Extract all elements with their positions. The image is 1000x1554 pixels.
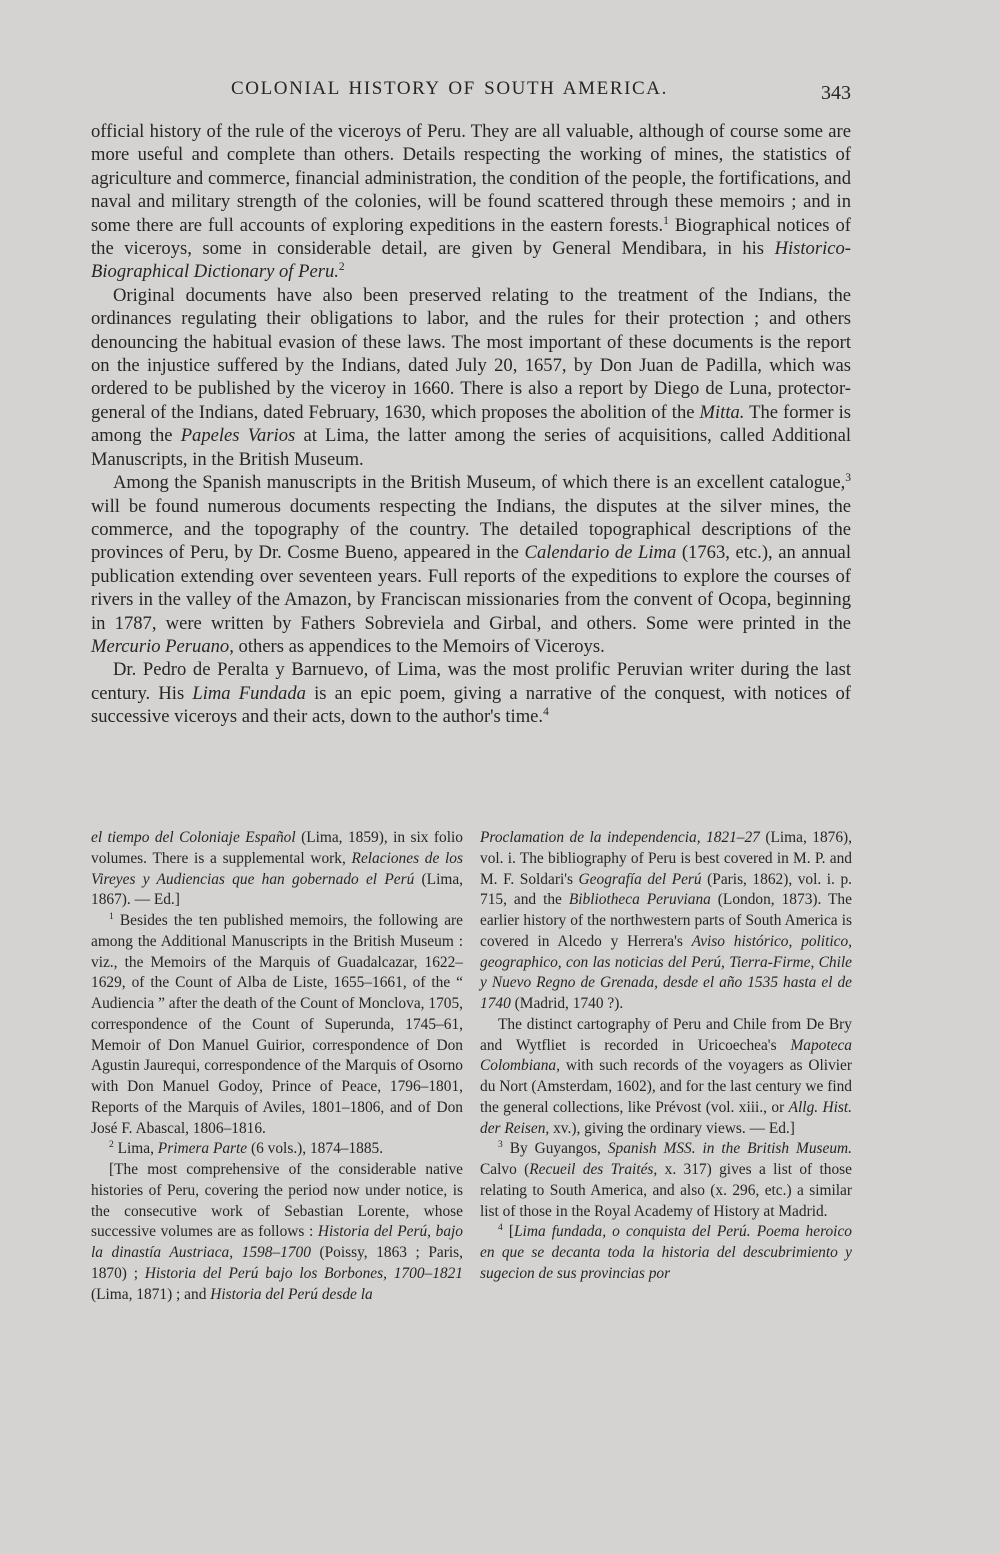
main-text [91,120,851,729]
footnote-column-left [91,828,463,1305]
italic-text: Spanish MSS. in the British Museum. [607,1140,852,1158]
text-run: x. 317) gives a list of those relating to South America, and also (x. 296, etc.) a similar list of those in the Royal Academy of History at Madrid. [480,1161,852,1220]
italic-text: Recueil des Traités, [529,1161,658,1178]
text-run: (Lima, 1876), vol. i. The bibliography of Peru is best covered in M. P. and M. F. Soldari's [480,829,853,888]
italic-text: Allg. Hist. der Reisen, [480,1098,852,1137]
italic-text: Calendario de Lima [524,542,677,564]
footnote-paragraph [480,1015,852,1140]
text-run: (Paris, 1862), vol. i. p. 715, and the [480,870,852,909]
italic-text: Lima Fundada [192,682,306,704]
italic-text: Mercurio Peruano, [91,635,234,657]
page-number: 343 [821,82,851,104]
footnote-marker: 2 [109,1139,114,1151]
running-head [91,72,851,108]
italic-text: Historia del Perú bajo los Borbones, 1700–1821 [144,1264,463,1282]
italic-text: Mapoteca Colombiana, [480,1036,852,1075]
footnote-marker: 1 [663,214,669,227]
italic-text: Bibliotheca Peruviana [568,891,711,909]
text-run: xv.), giving the ordinary views. — Ed.] [549,1119,795,1137]
footnote-marker: 3 [845,471,851,484]
text-run: (Poissy, 1863 ; Paris, 1870) ; [91,1244,463,1282]
footnote-paragraph [91,1160,463,1305]
paragraph [91,120,851,284]
text-run: Among the Spanish manuscripts in the British Museum, of which there is an excellent catalogue, [113,472,846,494]
text-run: Lima, [113,1140,158,1158]
text-run: (Lima, 1871) ; and [91,1285,211,1303]
text-run: (Madrid, 1740 ?). [510,995,624,1012]
italic-text: Proclamation de la independencia, 1821–27 [480,829,760,846]
text-run: Besides the ten published memoirs, the following are among the Additional Manuscripts in the British Museum : viz., the Memoirs of the Marquis of Guadalcazar, 1622–1629, of the Count of Alba de Liste, 1655–1661, of the “ Audiencia ” after the death of the Count of Monclova, 1705, correspondence of the Count of Superunda, 1745–61, Memoir of Don Manuel Guirior, correspondence of Don Agustin Jaurequi, correspondence of the Marquis of Osorno with Don Manuel Godoy, Prince of Peace, 1796–1801, Reports of the Marquis of Aviles, 1801–1806, and of Don José F. Abascal, 1806–1816. [91,912,463,1137]
footnote-1 [91,911,463,1139]
text-run: Dr. Pedro de Peralta y Barnuevo, of Lima, was the most prolific Peruvian writer during the last century. His [91,659,851,704]
footnote-continuation [91,828,463,911]
italic-text: Primera Parte [157,1140,248,1158]
footnote-marker: 2 [338,261,345,274]
text-run: The former is among the [91,401,851,447]
text-run: (6 vols.), 1874–1885. [247,1140,384,1158]
paragraph [91,284,851,471]
footnote-marker: 4 [543,705,549,718]
text-run: official history of the rule of the viceroys of Peru. They are all valuable, although of course some are more useful and complete than others. Details respecting the working of mines, the statistics of agriculture and commerce, financial administration, the condition of the people, the fortifications, and naval and military strength of the colonies, will be found scattered through these memoirs ; and in some there are full accounts of exploring expeditions in the eastern forests. [91,121,851,236]
italic-text: Geografía del Perú [578,870,702,888]
footnote-column-right [480,828,852,1285]
italic-text: Mitta. [699,401,745,423]
text-run: (Lima, 1867). — Ed.] [91,870,464,909]
footnote-2 [91,1139,463,1160]
running-title: COLONIAL HISTORY OF SOUTH AMERICA. [231,78,668,99]
italic-text: Aviso histórico, politico, geographico, con las noticias del Perú, Tierra-Firme, Chile y Nuevo Regno de Grenada, desde el año 1535 hasta el de 1740 [480,932,852,1012]
text-run: Original documents have also been preserved relating to the treatment of the Indians, the ordinances regulating their obligations to labor, and the rules for their protection ; and others denouncing the habitual evasion of these laws. The most important of these documents is the report on the injustice suffered by the Indians, dated July 20, 1657, by Don Juan de Padilla, which was ordered to be published by the viceroy in 1660. There is also a report by Diego de Luna, protector-general of the Indians, dated February, 1630, which proposes the abolition of the [91,284,851,423]
paragraph [91,658,851,728]
text-run: with such records of the voyagers as Olivier du Nort (Amsterdam, 1602), and for the last century we find the general collections, like Prévost (vol. xiii., or [480,1057,852,1116]
text-run: is an epic poem, giving a narrative of the conquest, with notices of successive viceroys and their acts, down to the author's time. [91,682,851,728]
italic-text: Papeles Varios [180,425,296,447]
paragraph [91,471,851,658]
text-run: others as appendices to the Memoirs of Viceroys. [233,635,605,657]
footnote-continuation [480,828,852,1015]
italic-text: Historico-Biographical Dictionary of Peru. [91,238,851,283]
text-run: at Lima, the latter among the series of acquisitions, called Additional Manuscripts, in the British Museum. [91,425,851,470]
text-run: The distinct cartography of Peru and Chile from De Bry and Wytfliet is recorded in Uricoechea's [480,1015,852,1054]
footnote-marker: 4 [498,1222,503,1234]
text-run: Calvo ( [480,1161,530,1178]
italic-text: Historia del Perú desde la [210,1285,373,1303]
footnote-marker: 3 [498,1139,503,1151]
text-run: [ [502,1223,514,1241]
text-run: By Guyangos, [502,1140,608,1158]
italic-text: Relaciones de los Vireyes y Audiencias que han gobernado el Perú [91,849,463,888]
footnote-4 [480,1222,852,1284]
text-run: (Lima, 1859), in six folio volumes. There is a supplemental work, [91,829,463,867]
italic-text: el tiempo del Coloniaje Español [91,829,296,846]
text-run: (1763, etc.), an annual publication extending over seventeen years. Full reports of the expeditions to explore the courses of rivers in the valley of the Amazon, by Franciscan missionaries from the convent of Ocopa, beginning in 1787, were written by Fathers Sobreviela and Girbal, and others. Some were printed in the [91,542,851,634]
italic-text: Lima fundada, o conquista del Perú. Poema heroico en que se decanta toda la historia del descubrimiento y sugecion de sus provincias por [480,1223,852,1282]
text-run: (London, 1873). The earlier history of the northwestern parts of South America is covered in Alcedo y Herrera's [480,891,852,950]
text-run: Biographical notices of the viceroys, some in considerable detail, are given by General Mendibara, in his [91,214,851,260]
footnote-3 [480,1139,852,1222]
footnote-marker: 1 [109,910,114,922]
text-run: [The most comprehensive of the considerable native histories of Peru, covering the period now under notice, is the consecutive work of Sebastian Lorente, whose successive volumes are as follows : [91,1161,463,1241]
italic-text: Historia del Perú, bajo la dinastía Austriaca, 1598–1700 [91,1223,463,1261]
text-run: will be found numerous documents respecting the Indians, the disputes at the silver mines, the commerce, and the topography of the country. The detailed topographical descriptions of the provinces of Peru, by Dr. Cosme Bueno, appeared in the [91,495,851,564]
